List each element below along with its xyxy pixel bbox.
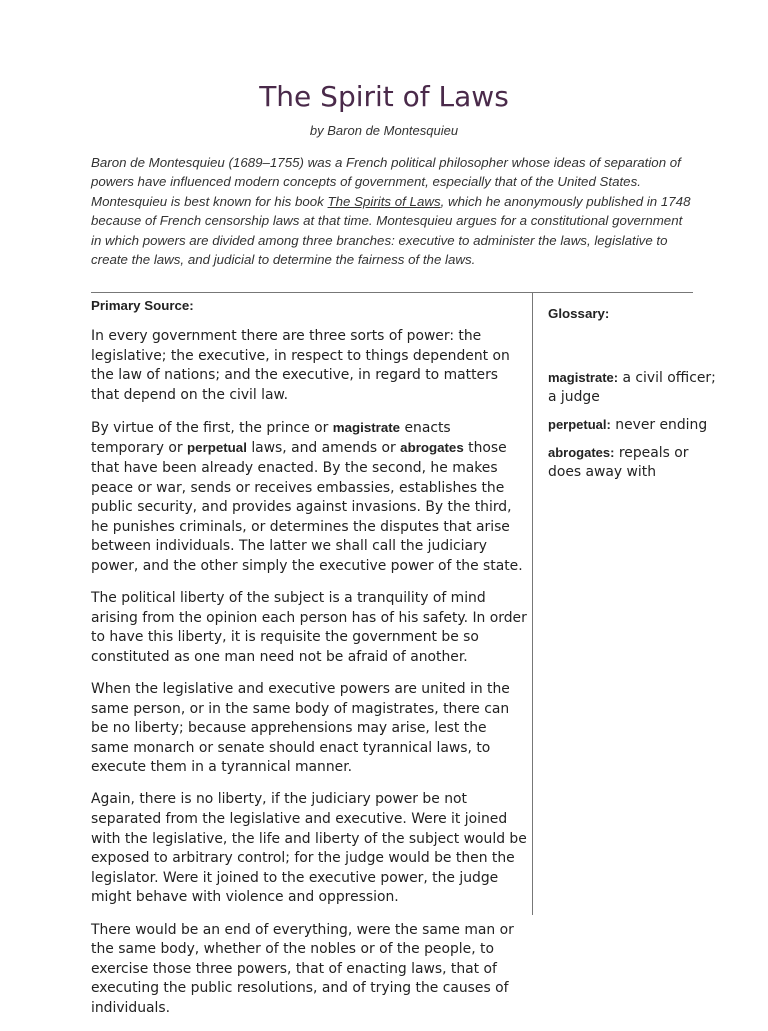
p2-text-d: those that have been already enacted. By the second, he makes peace or war, sends or receives embassies, establishes the public security, and provides against invasions. By the third, he punishes criminals, or determines the disputes that arise between individuals. The latter we shall call the judiciary power, and the other simply the executive power of the state. [91, 440, 523, 575]
author-byline: by Baron de Montesquieu [309, 123, 459, 138]
term-perpetual: perpetual [187, 440, 247, 456]
intro-text-end: , which he anonymously published in 1748 because of French censorship laws at that time. Montesquieu argues for a constitutional government in which powers are divided among three branches: executive to administer the laws, legislative to create the laws, and judicial to determine the fairness of the laws. [91, 193, 691, 268]
p2-text-b: enacts temporary or [91, 419, 451, 457]
glossary-definition: never ending [610, 417, 708, 433]
glossary-label: Glossary: [548, 306, 610, 321]
primary-source-text [91, 327, 527, 1031]
column-divider [532, 293, 533, 915]
glossary-term: magistrate: [548, 370, 619, 385]
glossary-item-perpetual [548, 415, 718, 435]
book-title-link[interactable]: The Spirits of Laws [327, 193, 441, 209]
primary-paragraph-3: The political liberty of the subject is a tranquility of mind arising from the opinion each person has of his safety. In order to have this liberty, it is requisite the government be so constituted as one man need not be afraid of another. [91, 590, 527, 665]
primary-paragraph-2 [91, 418, 527, 577]
p2-text-c: laws, and amends or [246, 440, 401, 457]
page-title: The Spirit of Laws [259, 80, 509, 113]
primary-paragraph-5: Again, there is no liberty, if the judiciary power be not separated from the legislative and executive. Were it joined with the legislative, the life and liberty of the subject would be exposed to arbitrary control; for the judge would be then the legislator. Were it joined to the executive power, the judge might behave with violence and oppression. [91, 791, 527, 906]
glossary-term: abrogates: [548, 445, 615, 460]
glossary-list [548, 368, 718, 490]
primary-paragraph-4: When the legislative and executive powers are united in the same person, or in the same body of magistrates, there can be no liberty; because apprehensions may arise, lest the same monarch or senate should enact tyrannical laws, to execute them in a tyrannical manner. [91, 681, 510, 776]
intro-text-start: Baron de Montesquieu (1689–1755) was a French political philosopher whose ideas of separation of powers have influenced modern concepts of government, especially that of the United States. Montesquieu is best known for his book [91, 155, 681, 209]
glossary-definition: repeals or does away with [548, 445, 689, 480]
p2-text-a: By virtue of the first, the prince or [91, 419, 333, 436]
primary-source-label: Primary Source: [91, 298, 194, 313]
term-abrogates: abrogates [400, 440, 464, 456]
glossary-term: perpetual: [548, 417, 611, 432]
primary-paragraph-1: In every government there are three sorts of power: the legislative; the executive, in respect to things dependent on the law of nations; and the executive, in regard to matters that depend on the civil law. [91, 328, 510, 403]
horizontal-divider [91, 292, 693, 293]
intro-paragraph [91, 153, 695, 269]
primary-paragraph-6: There would be an end of everything, were the same man or the same body, whether of the nobles or of the people, to exercise those three powers, that of enacting laws, that of executing the public resolutions, and of trying the causes of individuals. [91, 921, 514, 1016]
glossary-item-magistrate [548, 368, 718, 407]
term-magistrate: magistrate [332, 419, 401, 435]
glossary-definition: a civil officer; a judge [548, 370, 716, 405]
glossary-item-abrogates [548, 443, 718, 482]
